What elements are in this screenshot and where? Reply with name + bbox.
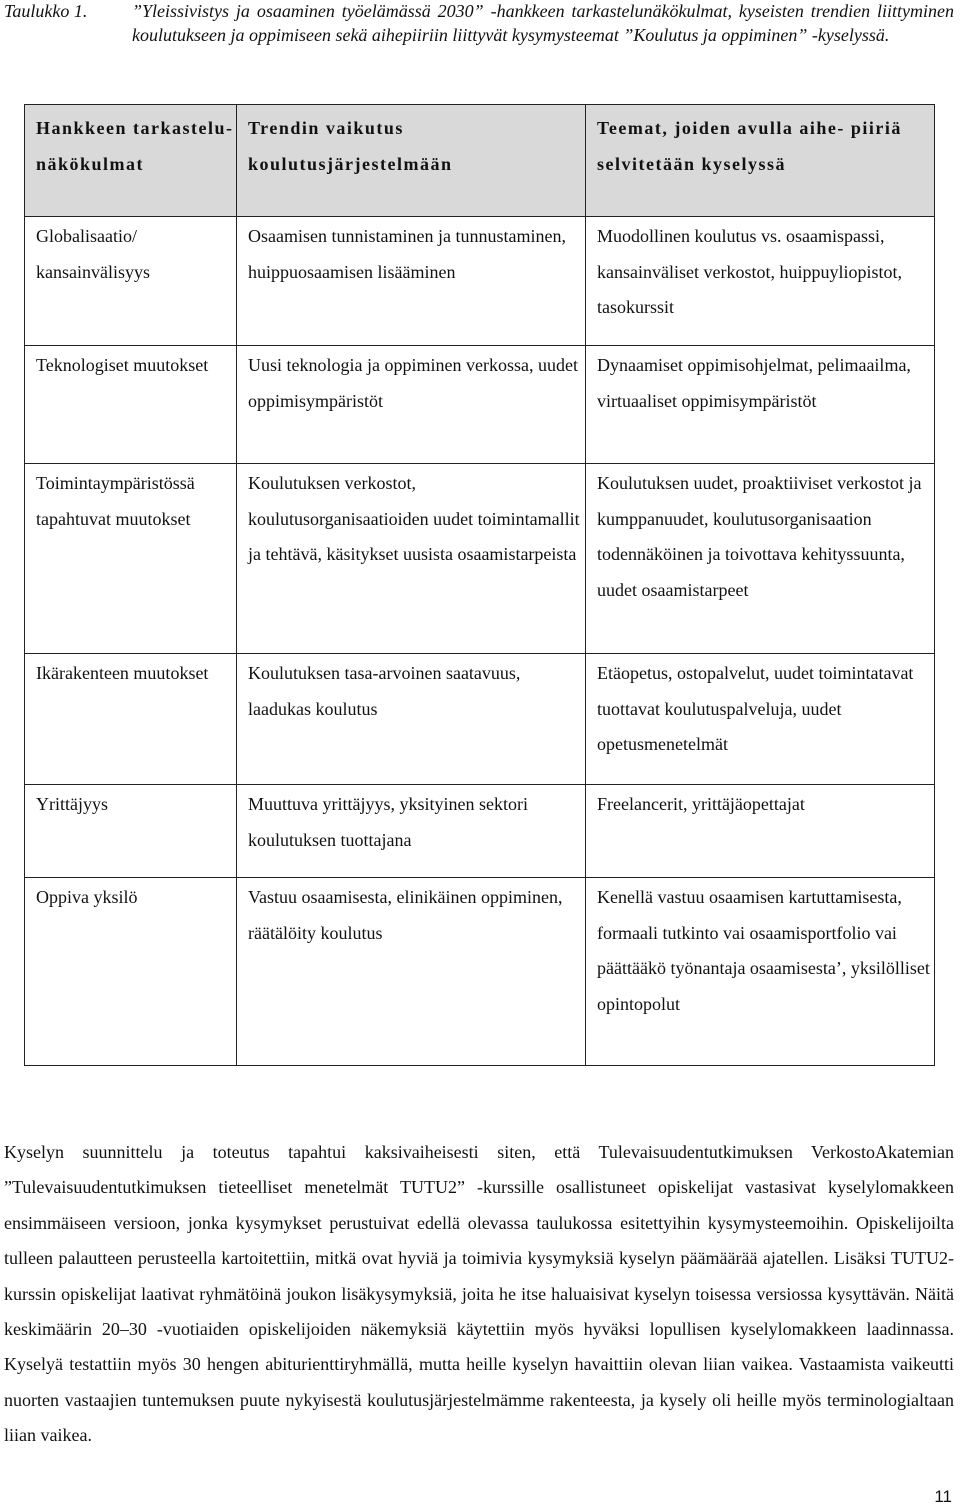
caption-label: Taulukko 1. — [4, 1, 88, 21]
page-number: 11 — [934, 1487, 952, 1506]
row-survey-theme: Freelancerit, yrittäjäopettajat — [586, 785, 935, 878]
table-row — [25, 217, 935, 346]
body-paragraph: Kyselyn suunnittelu ja toteutus tapahtui kaksivaiheisesti siten, että Tulevaisuudentutkimuksen VerkostoAkatemian ”Tulevaisuudentutkimuksen tieteelliset menetelmät TUTU2” -kurssille osallistuneet opiskelijat vastasivat kyselylomakkeen ensimmäiseen versioon, jonka kysymykset perustuivat edellä olevassa taulukossa esitettyihin kysymysteemoihin. Opiskelijoilta tulleen palautteen perusteella kartoitettiin, mitkä ovat hyviä ja toimivia kysymyksiä kyselyn päämäärää ajatellen. Lisäksi TUTU2-kurssin opiskelijat laativat ryhmätöinä joukon lisäkysymyksiä, joita he itse haluaisivat kyselyn toisessa versiossa kysyttävän. Näitä keskimäärin 20–30 -vuotiaiden opiskelijoiden näkemyksiä käytettiin myös hyväksi lopullisen kyselylomakkeen laadinnassa. Kyselyä testattiin myös 30 hengen abiturienttiryhmällä, mutta heille kyselyn havaittiin olevan liian vaikea. Vastaamista vaikeutti nuorten vastaajien tuntemuksen puute nykyisestä koulutusjärjestelmämme rakenteesta, ja kysely oli heille myös terminologialtaan liian vaikea. — [4, 1142, 954, 1446]
row-perspective: Yrittäjyys — [25, 785, 237, 878]
table-row — [25, 464, 935, 654]
row-survey-theme: Muodollinen koulutus vs. osaamispassi, kansainväliset verkostot, huippuyliopistot, tasokurssit — [586, 217, 935, 346]
row-trend-impact: Uusi teknologia ja oppiminen verkossa, uudet oppimisympäristöt — [237, 346, 586, 464]
row-perspective: Teknologiset muutokset — [25, 346, 237, 464]
table-row — [25, 878, 935, 1066]
row-survey-theme: Etäopetus, ostopalvelut, uudet toimintatavat tuottavat koulutuspalveluja, uudet opetusmenetelmät — [586, 654, 935, 785]
row-trend-impact: Osaamisen tunnistaminen ja tunnustaminen, huippuosaamisen lisääminen — [237, 217, 586, 346]
row-trend-impact: Koulutuksen tasa-arvoinen saatavuus, laadukas koulutus — [237, 654, 586, 785]
table-row — [25, 346, 935, 464]
row-perspective: Globalisaatio/ kansainvälisyys — [25, 217, 237, 346]
row-survey-theme: Koulutuksen uudet, proaktiiviset verkostot ja kumppanuudet, koulutusorganisaation todennäköinen ja toivottava kehityssuunta, uudet osaamistarpeet — [586, 464, 935, 654]
row-survey-theme: Dynaamiset oppimisohjelmat, pelimaailma, virtuaaliset oppimisympäristöt — [586, 346, 935, 464]
row-perspective: Ikärakenteen muutokset — [25, 654, 237, 785]
table-header-row — [25, 105, 935, 217]
header-survey-themes: Teemat, joiden avulla aihe- piiriä selvitetään kyselyssä — [586, 105, 935, 217]
table-row — [25, 654, 935, 785]
row-perspective: Oppiva yksilö — [25, 878, 237, 1066]
row-trend-impact: Koulutuksen verkostot, koulutusorganisaatioiden uudet toimintamallit ja tehtävä, käsitykset uusista osaamistarpeista — [237, 464, 586, 654]
caption-text: ”Yleissivistys ja osaaminen työelämässä 2030” -hankkeen tarkastelunäkökulmat, kyseisten trendien liittyminen koulutukseen ja oppimiseen sekä aihepiiriin liittyvät kysymysteemat ”Koulutus ja oppiminen” -kyselyssä. — [132, 1, 954, 45]
table-row — [25, 785, 935, 878]
header-perspectives: Hankkeen tarkastelu- näkökulmat — [25, 105, 237, 217]
themes-table — [24, 104, 935, 1066]
row-trend-impact: Muuttuva yrittäjyys, yksityinen sektori koulutuksen tuottajana — [237, 785, 586, 878]
row-trend-impact: Vastuu osaamisesta, elinikäinen oppiminen, räätälöity koulutus — [237, 878, 586, 1066]
row-survey-theme: Kenellä vastuu osaamisen kartuttamisesta, formaali tutkinto vai osaamisportfolio vai päättääkö työnantaja osaamisesta’, yksilölliset opintopolut — [586, 878, 935, 1066]
row-perspective: Toimintaympäristössä tapahtuvat muutokset — [25, 464, 237, 654]
header-trend-impact: Trendin vaikutus koulutusjärjestelmään — [237, 105, 586, 217]
